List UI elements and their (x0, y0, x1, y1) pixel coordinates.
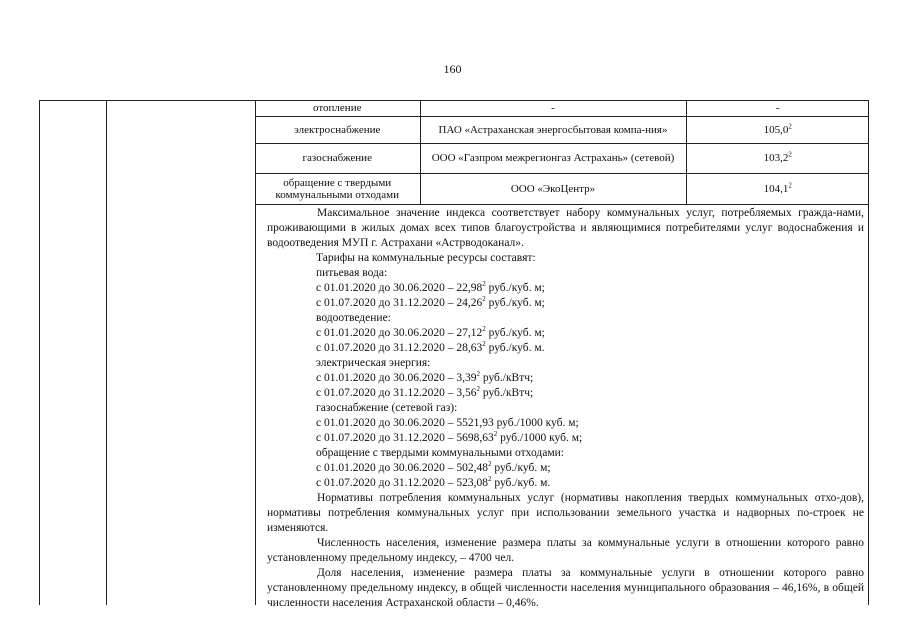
tariff-resource: электрическая энергия: (316, 357, 431, 369)
tariff-line: с 01.07.2020 до 31.12.2020 – 24,26$^2$ руб./куб. м; (316, 295, 545, 309)
share-paragraph: Доля населения, изменение размера платы за коммунальные услуги в отношении которого равно установленному предельному индексу, в общей численности населения муниципального образования – 46,16%, в общей численности населения Астраханской области – 0,46%. (267, 567, 864, 609)
page-number: 160 (443, 62, 462, 76)
tariffs-list (267, 266, 864, 491)
service-cell: обращение с твердыми коммунальными отходами (255, 173, 420, 204)
table-row (255, 143, 869, 173)
provider-cell: ООО «Газпром межрегионгаз Астрахань» (сетевой) (420, 143, 686, 173)
column-divider (106, 101, 107, 605)
index-cell: 103,2$^2$ (686, 143, 869, 173)
tariff-line: с 01.01.2020 до 30.06.2020 – 5521,93 руб./1000 куб. м; (316, 417, 579, 429)
tariff-line: с 01.01.2020 до 30.06.2020 – 502,48$^2$ руб./куб. м; (316, 460, 551, 474)
service-cell: газоснабжение (255, 143, 420, 173)
body-text (267, 206, 864, 611)
index-cell: 105,0$^2$ (686, 116, 869, 143)
service-cell: отопление (255, 101, 420, 116)
table-row (255, 173, 869, 204)
provider-cell: ООО «ЭкоЦентр» (420, 173, 686, 204)
tariff-line: с 01.07.2020 до 31.12.2020 – 5698,63$^2$ руб./1000 куб. м; (316, 430, 583, 444)
tariff-line: с 01.01.2020 до 30.06.2020 – 3,39$^2$ руб./кВтч; (316, 370, 534, 384)
tariffs-heading: Тарифы на коммунальные ресурсы составят: (316, 252, 536, 264)
index-cell: - (686, 101, 869, 116)
tariff-resource: обращение с твердыми коммунальными отходами: (316, 447, 564, 459)
tariff-resource: питьевая вода: (316, 267, 388, 279)
tariff-resource: водоотведение: (316, 312, 391, 324)
service-cell: электроснабжение (255, 116, 420, 143)
norms-paragraph: Нормативы потребления коммунальных услуг (нормативы накопления твердых коммунальных отхо-дов), нормативы потребления коммунальных услуг при использовании земельного участка и надворных по-строек не изменяются. (267, 492, 864, 534)
tariff-line: с 01.07.2020 до 31.12.2020 – 3,56$^2$ руб./кВтч; (316, 385, 534, 399)
intro-paragraph: Максимальное значение индекса соответствует набору коммунальных услуг, потребляемых гражда-нами, проживающими в жилых домах всех типов благоустройства и являющимися потребителями услуг водоснабжения и водоотведения МУП г. Астрахани «Астрводоканал». (267, 207, 864, 249)
tariff-line: с 01.01.2020 до 30.06.2020 – 27,12$^2$ руб./куб. м; (316, 325, 545, 339)
population-paragraph: Численность населения, изменение размера платы за коммунальные услуги в отношении которого равно установленному предельному индексу, – 4700 чел. (267, 537, 864, 564)
tariff-line: с 01.01.2020 до 30.06.2020 – 22,98$^2$ руб./куб. м; (316, 280, 545, 294)
provider-cell: ПАО «Астраханская энергосбытовая компа-ния» (420, 116, 686, 143)
index-cell: 104,1$^2$ (686, 173, 869, 204)
utilities-table (255, 101, 869, 205)
provider-cell: - (420, 101, 686, 116)
table-row (255, 116, 869, 143)
table-row (255, 101, 869, 116)
tariff-resource: газоснабжение (сетевой газ): (316, 402, 458, 414)
tariff-line: с 01.07.2020 до 31.12.2020 – 523,08$^2$ руб./куб. м. (316, 475, 551, 489)
tariff-line: с 01.07.2020 до 31.12.2020 – 28,63$^2$ руб./куб. м. (316, 340, 545, 354)
